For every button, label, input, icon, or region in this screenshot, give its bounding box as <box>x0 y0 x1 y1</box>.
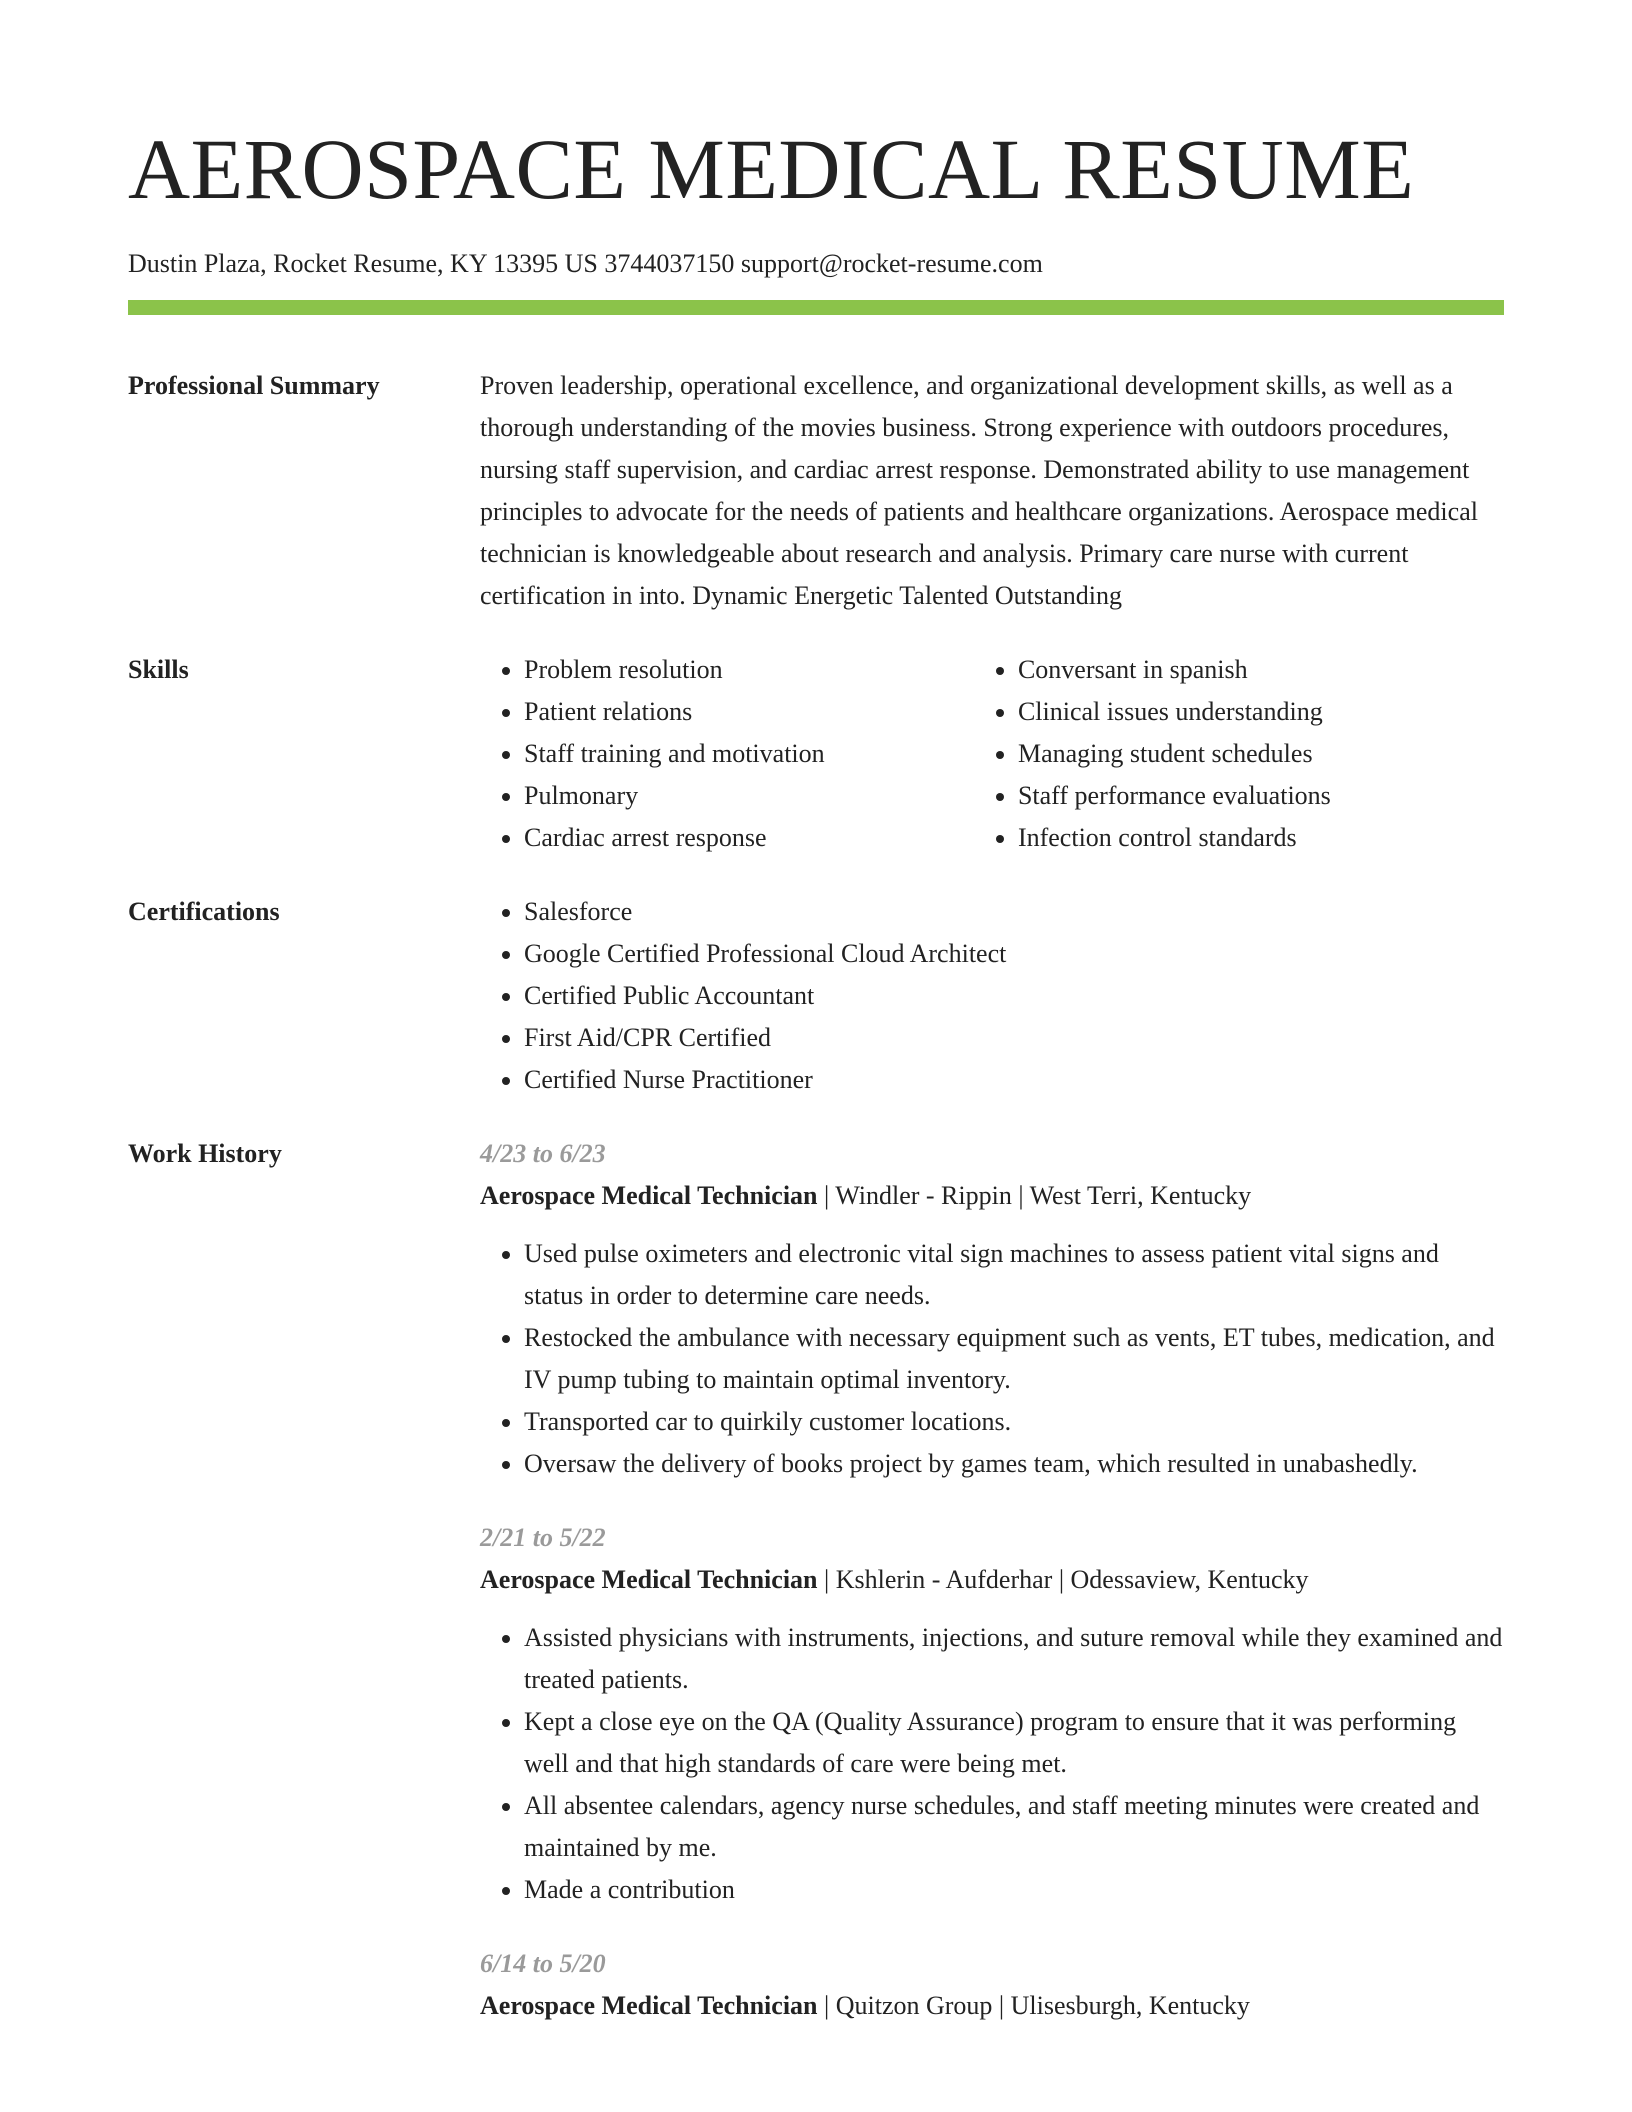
summary-label: Professional Summary <box>128 371 380 400</box>
job-employer-location: | Quitzon Group | Ulisesburgh, Kentucky <box>817 1991 1250 2020</box>
job-bullet: • Kept a close eye on the QA (Quality Assurance) program to ensure that it was performing well and that high standards of care were being met. <box>524 1701 1504 1785</box>
certifications-section <box>128 891 1504 1101</box>
job-bullet: • Restocked the ambulance with necessary equipment such as vents, ET tubes, medication, and IV pump tubing to maintain optimal inventory. <box>524 1317 1504 1401</box>
job-bullet: • Oversaw the delivery of books project by games team, which resulted in unabashedly. <box>524 1443 1504 1485</box>
certification-item: • Salesforce <box>524 891 1504 933</box>
job-heading <box>480 1985 1504 2027</box>
job-heading <box>480 1175 1504 1217</box>
skill-item: • Pulmonary <box>524 775 954 817</box>
skills-section <box>128 649 1504 859</box>
skill-item: • Clinical issues understanding <box>1018 691 1504 733</box>
job-bullet: • All absentee calendars, agency nurse schedules, and staff meeting minutes were created and maintained by me. <box>524 1785 1504 1869</box>
job-title: Aerospace Medical Technician <box>480 1181 818 1210</box>
job-dates: 6/14 to 5/20 <box>480 1949 606 1978</box>
job-dates: 2/21 to 5/22 <box>480 1523 606 1552</box>
certification-item: • First Aid/CPR Certified <box>524 1017 1504 1059</box>
job-title: Aerospace Medical Technician <box>480 1991 818 2020</box>
job-bullet: • Assisted physicians with instruments, injections, and suture removal while they examined and treated patients. <box>524 1617 1504 1701</box>
job-bullet: • Used pulse oximeters and electronic vital sign machines to assess patient vital signs and status in order to determine care needs. <box>524 1233 1504 1317</box>
skill-item: • Conversant in spanish <box>1018 649 1504 691</box>
resume-page <box>128 0 1504 2027</box>
job-entry <box>480 1517 1504 1911</box>
certifications-body <box>480 891 1504 1101</box>
certification-item: • Certified Nurse Practitioner <box>524 1059 1504 1101</box>
skill-item: • Patient relations <box>524 691 954 733</box>
job-bullet: • Transported car to quirkily customer locations. <box>524 1401 1504 1443</box>
job-entry <box>480 1943 1504 2027</box>
resume-title: AEROSPACE MEDICAL RESUME <box>128 121 1415 217</box>
job-employer-location: | Kshlerin - Aufderhar | Odessaview, Kentucky <box>817 1565 1309 1594</box>
certifications-label: Certifications <box>128 897 280 926</box>
work-history-body <box>480 1133 1504 2027</box>
work-history-label: Work History <box>128 1139 282 1168</box>
summary-text: Proven leadership, operational excellence, and organizational development skills, as well as a thorough understanding of the movies business. Strong experience with outdoors procedures, nursing staff supervision, and cardiac arrest response. Demonstrated ability to use management principles to advocate for the needs of patients and healthcare organizations. Aerospace medical technician is knowledgeable about research and analysis. Primary care nurse with current certification in into. Dynamic Energetic Talented Outstanding <box>480 371 1478 610</box>
job-employer-location: | Windler - Rippin | West Terri, Kentucky <box>817 1181 1252 1210</box>
skill-item: • Problem resolution <box>524 649 954 691</box>
skill-item: • Infection control standards <box>1018 817 1504 859</box>
certifications-list <box>480 891 1504 1101</box>
skill-item: • Staff performance evaluations <box>1018 775 1504 817</box>
job-heading <box>480 1559 1504 1601</box>
summary-section <box>128 365 1504 617</box>
skills-list-left <box>480 649 954 859</box>
skills-list-right <box>974 649 1504 859</box>
job-bullets <box>480 1233 1504 1485</box>
job-entry <box>480 1133 1504 1485</box>
job-bullets <box>480 1617 1504 1911</box>
job-bullet: • Made a contribution <box>524 1869 1504 1911</box>
skill-item: • Managing student schedules <box>1018 733 1504 775</box>
certification-item: • Certified Public Accountant <box>524 975 1504 1017</box>
skill-item: • Cardiac arrest response <box>524 817 954 859</box>
header-divider <box>128 300 1504 315</box>
work-history-section <box>128 1133 1504 2027</box>
contact-line: Dustin Plaza, Rocket Resume, KY 13395 US 3744037150 support@rocket-resume.com <box>128 249 1043 278</box>
job-title: Aerospace Medical Technician <box>480 1565 818 1594</box>
skills-label: Skills <box>128 655 189 684</box>
skill-item: • Staff training and motivation <box>524 733 954 775</box>
job-dates: 4/23 to 6/23 <box>480 1139 606 1168</box>
certification-item: • Google Certified Professional Cloud Architect <box>524 933 1504 975</box>
skills-columns <box>480 649 1504 859</box>
